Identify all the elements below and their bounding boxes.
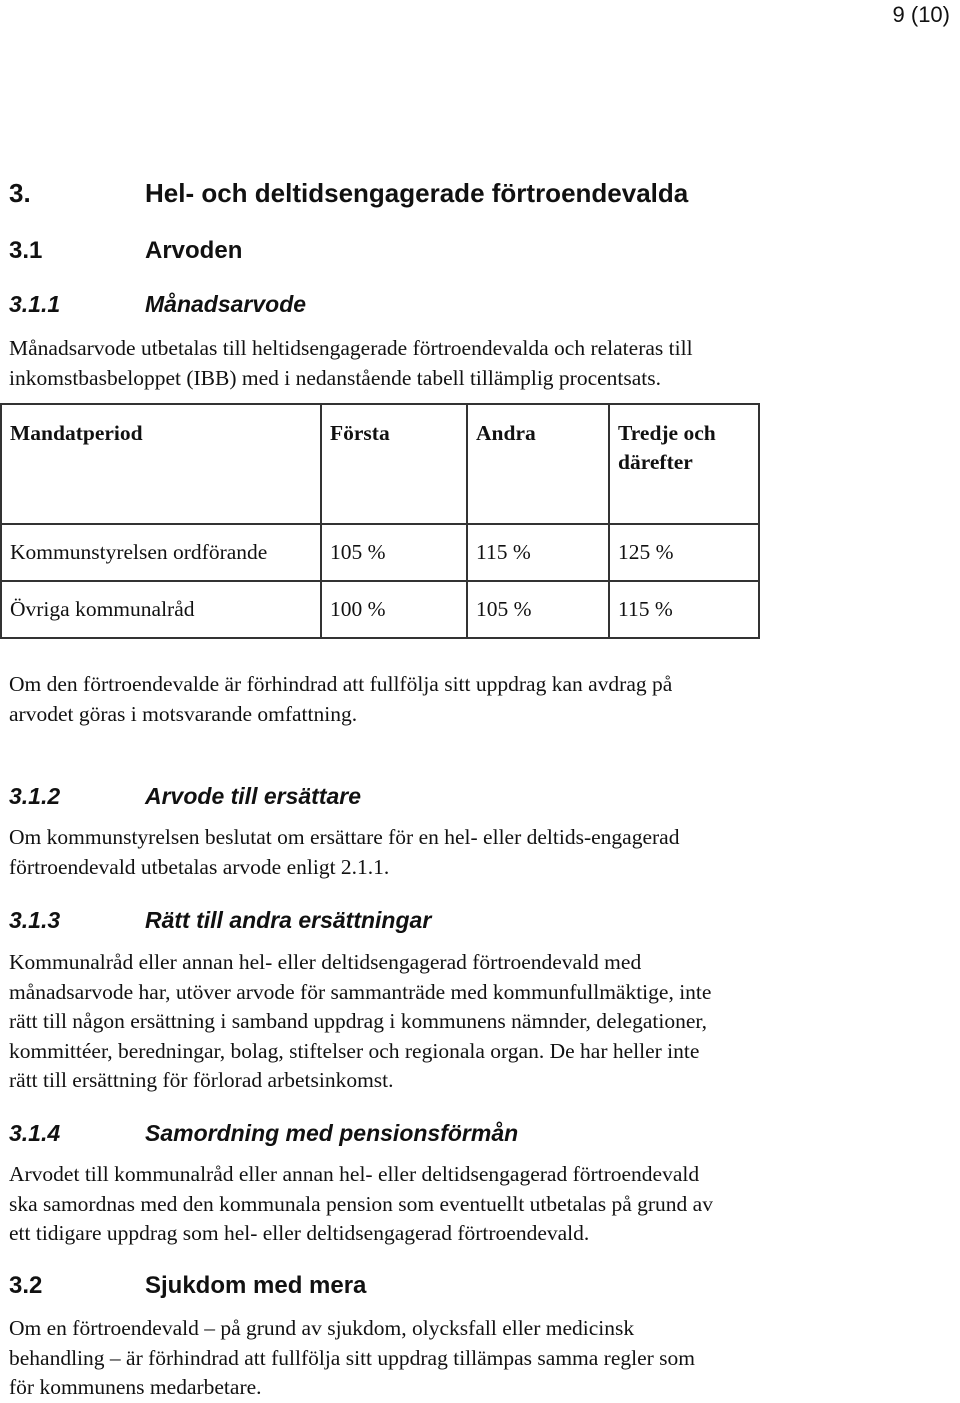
- text-line: Arvodet till kommunalråd eller annan hel- eller deltidsengagerad förtroendevald: [9, 1162, 700, 1186]
- text-line: för kommunens medarbetare.: [9, 1375, 262, 1399]
- text-line: inkomstbasbeloppet (IBB) med i nedanstående tabell tillämplig procentsats.: [9, 365, 662, 390]
- paragraph-andra-ersattningar: [9, 948, 949, 1096]
- subsubsection-number: 3.1.4: [9, 1120, 61, 1146]
- text-line: arvodet göras i motsvarande omfattning.: [9, 701, 358, 726]
- arvode-table: [0, 403, 760, 639]
- text-line: kommittéer, beredningar, bolag, stiftelser och regionala organ. De har heller inte: [9, 1038, 700, 1063]
- subsection-title: Arvoden: [145, 237, 243, 264]
- paragraph-ersattare: [9, 823, 949, 882]
- text-line: Om den förtroendevalde är förhindrad att fullfölja sitt uppdrag kan avdrag på: [9, 672, 673, 696]
- page-number: 9 (10): [892, 2, 950, 27]
- paragraph-manadsarvode: [9, 334, 949, 393]
- table-header-cell: Första: [321, 404, 467, 524]
- text-line: Om en förtroendevald – på grund av sjukdom, olycksfall eller medicinsk: [9, 1316, 635, 1340]
- table-row: [1, 524, 759, 581]
- section-title: Hel- och deltidsengagerade förtroendevalda: [145, 178, 689, 208]
- paragraph-samordning: [9, 1160, 949, 1249]
- table-cell: 115 %: [467, 524, 609, 581]
- subsubsection-number: 3.1.2: [9, 783, 61, 809]
- table-header-cell: Mandatperiod: [1, 404, 321, 524]
- table-header-cell: Andra: [467, 404, 609, 524]
- subsection-number: 3.2: [9, 1272, 43, 1299]
- text-line: Månadsarvode utbetalas till heltidsengagerade förtroendevalda och relateras till: [9, 336, 693, 360]
- table-header-row: [1, 404, 759, 524]
- subsection-number: 3.1: [9, 237, 43, 264]
- section-number: 3.: [9, 178, 31, 208]
- text-line: ett tidigare uppdrag som hel- eller deltidsengagerad förtroendevald.: [9, 1221, 590, 1245]
- table-cell: Kommunstyrelsen ordförande: [1, 524, 321, 581]
- subsubsection-title: Samordning med pensionsförmån: [145, 1120, 519, 1146]
- subsection-title: Sjukdom med mera: [145, 1272, 367, 1299]
- subsubsection-title: Månadsarvode: [145, 291, 307, 317]
- text-line: ska samordnas med den kommunala pension som eventuellt utbetalas på grund av: [9, 1191, 713, 1216]
- paragraph-sjukdom: [9, 1314, 949, 1403]
- table-cell: 105 %: [467, 581, 609, 638]
- table-cell: 100 %: [321, 581, 467, 638]
- subsubsection-number: 3.1.1: [9, 291, 61, 317]
- table-cell: Övriga kommunalråd: [1, 581, 321, 638]
- table-cell: 105 %: [321, 524, 467, 581]
- text-line: rätt till ersättning för förlorad arbetsinkomst.: [9, 1068, 394, 1092]
- table-header-cell: Tredje och därefter: [609, 404, 759, 524]
- subsubsection-number: 3.1.3: [9, 907, 61, 933]
- subsubsection-title: Arvode till ersättare: [145, 783, 362, 809]
- subsubsection-title: Rätt till andra ersättningar: [145, 907, 432, 933]
- text-line: månadsarvode har, utöver arvode för sammanträde med kommunfullmäktige, inte: [9, 979, 712, 1004]
- text-line: behandling – är förhindrad att fullfölja sitt uppdrag tillämpas samma regler som: [9, 1345, 696, 1370]
- table-cell: 125 %: [609, 524, 759, 581]
- text-line: rätt till någon ersättning i samband uppdrag i kommunens nämnder, delegationer,: [9, 1009, 708, 1033]
- text-line: Om kommunstyrelsen beslutat om ersättare för en hel- eller deltids-engagerad: [9, 825, 680, 849]
- text-line: förtroendevald utbetalas arvode enligt 2.1.1.: [9, 854, 390, 879]
- paragraph-avdrag: [9, 670, 949, 729]
- text-line: Kommunalråd eller annan hel- eller deltidsengagerad förtroendevald med: [9, 950, 642, 974]
- table-row: [1, 581, 759, 638]
- table-cell: 115 %: [609, 581, 759, 638]
